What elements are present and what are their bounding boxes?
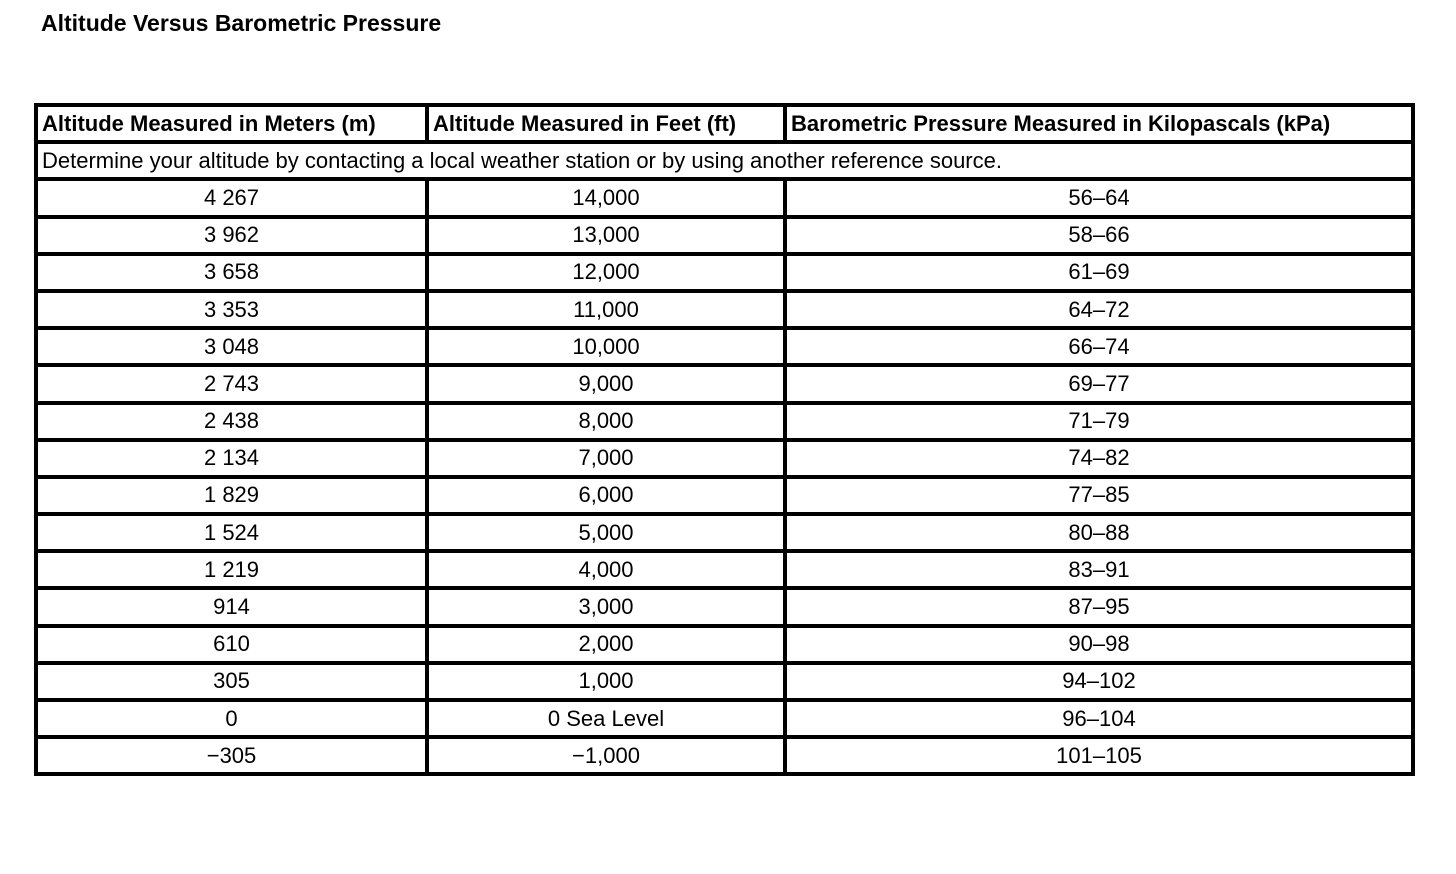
- table-row: [36, 365, 1413, 402]
- cell-feet: 7,000: [427, 440, 785, 477]
- table-row: [36, 217, 1413, 254]
- cell-meters: 305: [36, 663, 427, 700]
- table-row: [36, 700, 1413, 737]
- header-meters: Altitude Measured in Meters (m): [36, 105, 427, 142]
- cell-pressure: 66–74: [785, 328, 1413, 365]
- cell-pressure: 83–91: [785, 551, 1413, 588]
- table-row: [36, 663, 1413, 700]
- table-row: [36, 291, 1413, 328]
- cell-pressure: 61–69: [785, 254, 1413, 291]
- cell-feet: 9,000: [427, 365, 785, 402]
- cell-feet: 2,000: [427, 626, 785, 663]
- header-feet: Altitude Measured in Feet (ft): [427, 105, 785, 142]
- cell-pressure: 74–82: [785, 440, 1413, 477]
- cell-pressure: 96–104: [785, 700, 1413, 737]
- cell-meters: 1 524: [36, 514, 427, 551]
- cell-feet: 10,000: [427, 328, 785, 365]
- table-row: [36, 179, 1413, 216]
- cell-meters: 914: [36, 588, 427, 625]
- cell-pressure: 101–105: [785, 737, 1413, 774]
- cell-feet: 13,000: [427, 217, 785, 254]
- altitude-pressure-table: [34, 103, 1415, 776]
- cell-feet: 14,000: [427, 179, 785, 216]
- cell-feet: 4,000: [427, 551, 785, 588]
- table-row: [36, 551, 1413, 588]
- cell-feet: 5,000: [427, 514, 785, 551]
- table-row: [36, 477, 1413, 514]
- table-row: [36, 514, 1413, 551]
- table-row: [36, 626, 1413, 663]
- cell-pressure: 87–95: [785, 588, 1413, 625]
- table-row: [36, 328, 1413, 365]
- cell-feet: −1,000: [427, 737, 785, 774]
- cell-feet: 3,000: [427, 588, 785, 625]
- cell-feet: 0 Sea Level: [427, 700, 785, 737]
- table-row: [36, 588, 1413, 625]
- cell-pressure: 90–98: [785, 626, 1413, 663]
- cell-meters: 3 658: [36, 254, 427, 291]
- cell-feet: 6,000: [427, 477, 785, 514]
- cell-pressure: 94–102: [785, 663, 1413, 700]
- cell-feet: 12,000: [427, 254, 785, 291]
- table-note: Determine your altitude by contacting a local weather station or by using another reference source.: [36, 142, 1413, 179]
- table-header-row: [36, 105, 1413, 142]
- cell-feet: 8,000: [427, 403, 785, 440]
- header-pressure: Barometric Pressure Measured in Kilopascals (kPa): [785, 105, 1413, 142]
- cell-pressure: 58–66: [785, 217, 1413, 254]
- cell-feet: 11,000: [427, 291, 785, 328]
- cell-meters: 3 962: [36, 217, 427, 254]
- cell-pressure: 69–77: [785, 365, 1413, 402]
- cell-feet: 1,000: [427, 663, 785, 700]
- cell-meters: 0: [36, 700, 427, 737]
- cell-meters: 4 267: [36, 179, 427, 216]
- cell-meters: 3 048: [36, 328, 427, 365]
- cell-pressure: 71–79: [785, 403, 1413, 440]
- table-row: [36, 737, 1413, 774]
- cell-pressure: 77–85: [785, 477, 1413, 514]
- cell-meters: 1 219: [36, 551, 427, 588]
- table-note-row: [36, 142, 1413, 179]
- cell-meters: 1 829: [36, 477, 427, 514]
- cell-pressure: 80–88: [785, 514, 1413, 551]
- cell-meters: −305: [36, 737, 427, 774]
- cell-meters: 2 438: [36, 403, 427, 440]
- table-row: [36, 254, 1413, 291]
- cell-pressure: 64–72: [785, 291, 1413, 328]
- cell-meters: 2 743: [36, 365, 427, 402]
- cell-meters: 2 134: [36, 440, 427, 477]
- page-title: Altitude Versus Barometric Pressure: [41, 10, 442, 36]
- cell-meters: 610: [36, 626, 427, 663]
- table-row: [36, 403, 1413, 440]
- cell-pressure: 56–64: [785, 179, 1413, 216]
- table-row: [36, 440, 1413, 477]
- cell-meters: 3 353: [36, 291, 427, 328]
